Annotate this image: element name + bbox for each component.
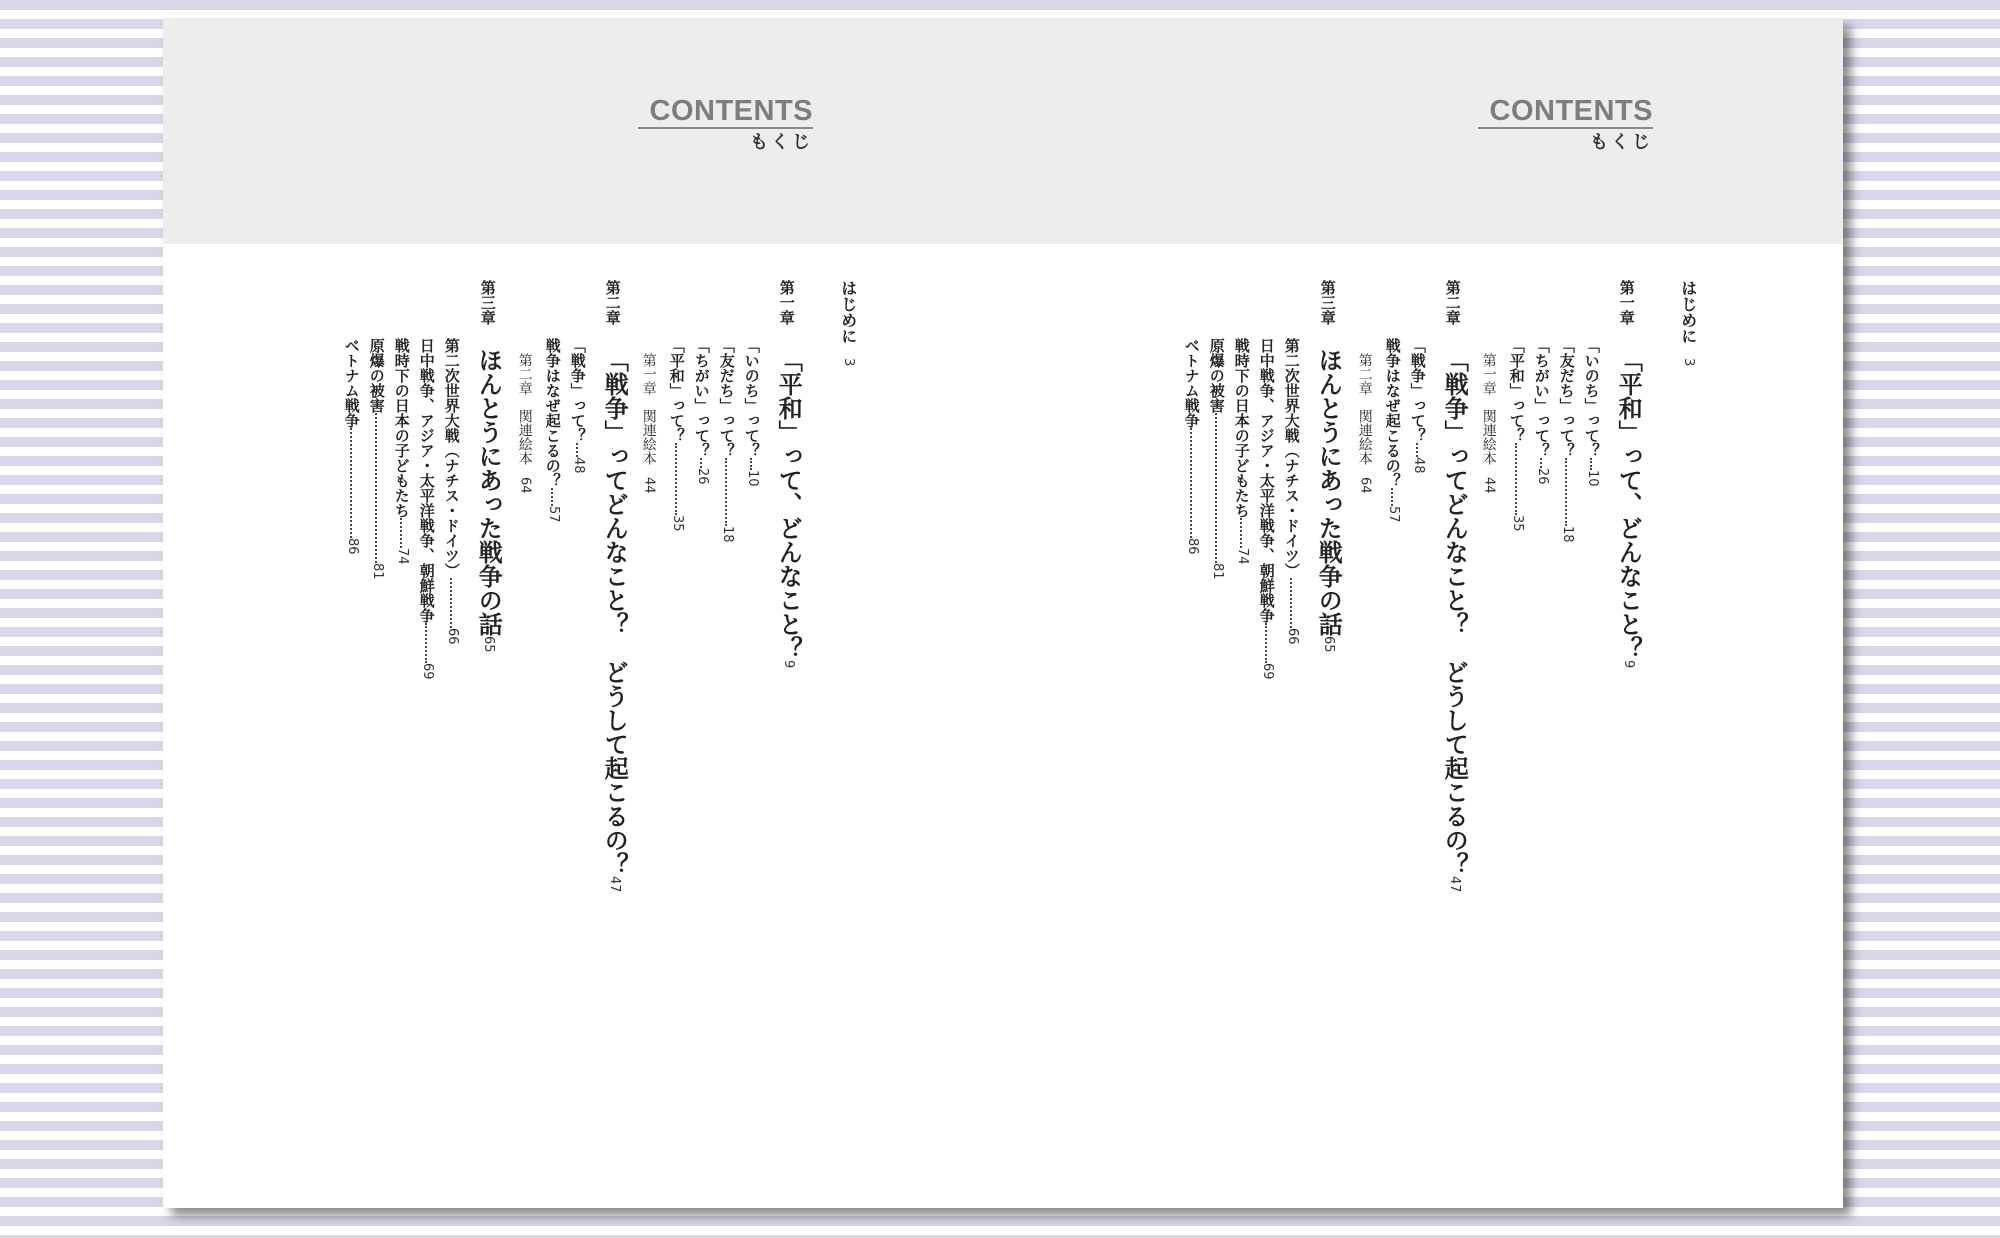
page-number: 48 [570, 457, 586, 474]
page-number: 44 [641, 477, 657, 494]
toc-entry[interactable] [1481, 353, 1496, 494]
chapter-title: 「平和」って、どんなこと？ [774, 348, 803, 660]
entry-label: 「平和」って？ [667, 338, 686, 443]
toc-entry[interactable] [1183, 338, 1199, 555]
page-number: 65 [481, 636, 497, 653]
page-number: 35 [1509, 515, 1525, 532]
page-number: 57 [1385, 506, 1401, 523]
toc-entry-chapter-title[interactable] [1614, 348, 1643, 669]
leader-dots [1240, 518, 1242, 548]
contents-subtitle: もくじ [750, 132, 813, 153]
toc-entry[interactable] [641, 353, 656, 494]
entry-label: 日中戦争、アジア・太平洋戦争、朝鮮戦争 [417, 338, 436, 623]
entry-label: 戦争はなぜ起こるの？ [543, 338, 562, 488]
entry-label: 第一章 関連絵本 [640, 353, 657, 465]
entry-label: 「友だち」って？ [717, 338, 736, 458]
entry-label: 第二次世界大戦（ナチス・ドイツ） [442, 338, 461, 578]
chapter-label: 第三章 [1318, 280, 1337, 325]
book-spread [163, 18, 1843, 1208]
page-number: 48 [1410, 457, 1426, 474]
leader-dots [1565, 458, 1567, 526]
entry-label: 「友だち」って？ [1557, 338, 1576, 458]
contents-title: CONTENTS [638, 96, 814, 129]
leader-dots [576, 443, 578, 457]
page-number: 74 [394, 548, 410, 565]
chapter-label: 第二章 [603, 280, 622, 325]
page-number: 57 [545, 506, 561, 523]
toc-entry-chapter-title[interactable] [1314, 348, 1343, 653]
toc-entry-intro[interactable] [839, 280, 856, 366]
page-number: 26 [694, 468, 710, 485]
entry-label: 「戦争」って？ [1408, 338, 1427, 443]
leader-dots [750, 458, 752, 470]
chapter-title: 「平和」って、どんなこと？ [1614, 348, 1643, 660]
entry-label: はじめに [838, 280, 858, 344]
leader-dots [375, 413, 377, 563]
chapter-label: 第二章 [1443, 280, 1462, 325]
leader-dots [551, 488, 553, 506]
leader-dots [425, 623, 427, 663]
toc-entry[interactable] [443, 338, 459, 645]
toc-entry[interactable] [368, 338, 384, 580]
page-number: 18 [719, 526, 735, 543]
toc-entry[interactable] [1208, 338, 1224, 580]
leader-dots [1540, 458, 1542, 468]
page-number: 26 [1534, 468, 1550, 485]
page-number: 3 [840, 358, 856, 367]
page-left [163, 18, 1003, 1208]
toc-entry[interactable] [1357, 353, 1372, 494]
toc-entry[interactable] [1558, 338, 1574, 543]
toc-entry[interactable] [1583, 338, 1599, 487]
toc-entry[interactable] [668, 338, 684, 532]
entry-label: 「いのち」って？ [1582, 338, 1601, 458]
entry-label: 戦時下の日本の子どもたち [1232, 338, 1251, 518]
entry-label: 「平和」って？ [1507, 338, 1526, 443]
entry-label: 原爆の被害 [367, 338, 386, 413]
chapter-label: 第一章 [777, 280, 796, 325]
leader-dots [350, 428, 352, 538]
page-number: 74 [1234, 548, 1250, 565]
page-number: 81 [1209, 563, 1225, 580]
entry-label: 原爆の被害 [1207, 338, 1226, 413]
toc-entry[interactable] [718, 338, 734, 543]
toc-entry[interactable] [343, 338, 359, 555]
leader-dots [725, 458, 727, 526]
entry-label: 「戦争」って？ [568, 338, 587, 443]
entry-label: ベトナム戦争 [342, 338, 361, 428]
leader-dots [1590, 458, 1592, 470]
contents-subtitle: もくじ [1590, 132, 1653, 153]
contents-title: CONTENTS [1478, 96, 1654, 129]
leader-dots [1391, 488, 1393, 506]
toc-entry[interactable] [693, 338, 709, 485]
page-number: 86 [1184, 538, 1200, 555]
page-right [1003, 18, 1843, 1208]
toc-entry[interactable] [1409, 338, 1425, 474]
chapter-label: 第一章 [1617, 280, 1636, 325]
toc-entry[interactable] [393, 338, 409, 565]
toc-entry[interactable] [1233, 338, 1249, 565]
leader-dots [675, 443, 677, 515]
page-number: 3 [1680, 358, 1696, 367]
entry-label: 「ちがい」って？ [692, 338, 711, 458]
leader-dots [450, 578, 452, 628]
toc-entry[interactable] [1258, 338, 1274, 680]
chapter-title: 「戦争」ってどんなこと？ どうして起こるの？ [1440, 348, 1469, 876]
leader-dots [1290, 578, 1292, 628]
page-number: 44 [1481, 477, 1497, 494]
toc-entry[interactable] [544, 338, 560, 523]
page-number: 81 [369, 563, 385, 580]
toc-entry[interactable] [517, 353, 532, 494]
chapter-title: ほんとうにあった戦争の話 [474, 348, 503, 636]
toc-entry[interactable] [418, 338, 434, 680]
leader-dots [1416, 443, 1418, 457]
toc-entry-chapter-title[interactable] [600, 348, 629, 893]
toc-entry[interactable] [569, 338, 585, 474]
page-number: 66 [444, 628, 460, 645]
chapter-title: ほんとうにあった戦争の話 [1314, 348, 1343, 636]
page-number: 47 [1447, 876, 1463, 893]
page-number: 9 [1621, 660, 1637, 669]
page-number: 10 [744, 470, 760, 487]
table-of-contents [163, 18, 1003, 1208]
page-number: 86 [344, 538, 360, 555]
leader-dots [1215, 413, 1217, 563]
entry-label: はじめに [1678, 280, 1698, 344]
leader-dots [700, 458, 702, 468]
page-number: 10 [1584, 470, 1600, 487]
page-number: 69 [419, 663, 435, 680]
entry-label: 「いのち」って？ [742, 338, 761, 458]
entry-label: 戦時下の日本の子どもたち [392, 338, 411, 518]
page-number: 64 [1357, 477, 1373, 494]
page-number: 35 [669, 515, 685, 532]
leader-dots [1515, 443, 1517, 515]
toc-entry[interactable] [1508, 338, 1524, 532]
page-number: 69 [1259, 663, 1275, 680]
entry-label: 第二章 関連絵本 [1356, 353, 1373, 465]
toc-entry[interactable] [1384, 338, 1400, 523]
page-number: 9 [781, 660, 797, 669]
entry-label: 戦争はなぜ起こるの？ [1383, 338, 1402, 488]
toc-entry[interactable] [1533, 338, 1549, 485]
toc-entry[interactable] [743, 338, 759, 487]
toc-entry[interactable] [1283, 338, 1299, 645]
leader-dots [1190, 428, 1192, 538]
page-number: 65 [1321, 636, 1337, 653]
page-number: 66 [1284, 628, 1300, 645]
toc-entry-intro[interactable] [1679, 280, 1696, 366]
entry-label: 「ちがい」って？ [1532, 338, 1551, 458]
table-of-contents [1003, 18, 1843, 1208]
entry-label: 第二次世界大戦（ナチス・ドイツ） [1282, 338, 1301, 578]
chapter-title: 「戦争」ってどんなこと？ どうして起こるの？ [600, 348, 629, 876]
entry-label: 第二章 関連絵本 [516, 353, 533, 465]
entry-label: ベトナム戦争 [1182, 338, 1201, 428]
entry-label: 日中戦争、アジア・太平洋戦争、朝鮮戦争 [1257, 338, 1276, 623]
toc-entry-chapter-title[interactable] [774, 348, 803, 669]
entry-label: 第一章 関連絵本 [1480, 353, 1497, 465]
leader-dots [400, 518, 402, 548]
leader-dots [1265, 623, 1267, 663]
chapter-label: 第三章 [478, 280, 497, 325]
toc-entry-chapter-title[interactable] [474, 348, 503, 653]
toc-entry-chapter-title[interactable] [1440, 348, 1469, 893]
page-number: 47 [607, 876, 623, 893]
page-number: 64 [517, 477, 533, 494]
page-number: 18 [1559, 526, 1575, 543]
